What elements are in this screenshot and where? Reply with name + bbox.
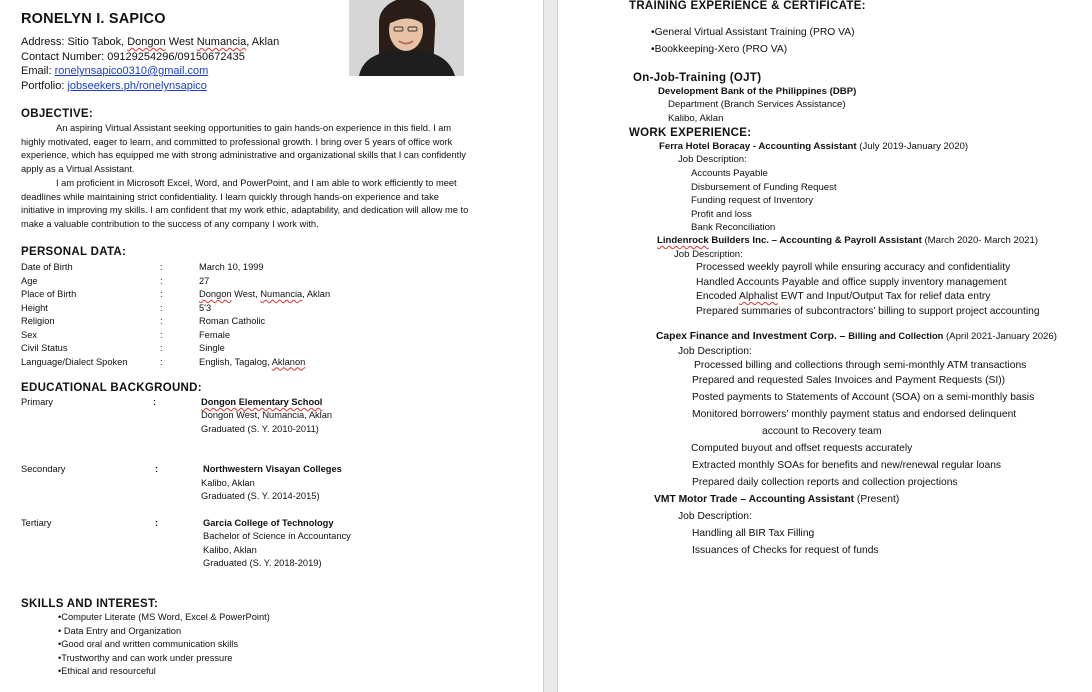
- ojt-department: Department (Branch Services Assistance): [668, 99, 846, 110]
- personal-data-value: [199, 357, 305, 367]
- portfolio-link[interactable]: jobseekers.ph/ronelynsapico: [67, 80, 207, 92]
- ferra-dates: (July 2019-January 2020): [856, 141, 969, 152]
- email-link[interactable]: ronelynsapico0310@gmail.com: [54, 65, 209, 77]
- personal-data-value: Female: [199, 329, 231, 340]
- personal-data-value: 5'3: [199, 302, 212, 313]
- ferra-job-description-label: Job Description:: [678, 154, 747, 165]
- page-gutter: [543, 0, 558, 692]
- personal-data-colon: :: [160, 329, 163, 340]
- tertiary-label: Tertiary: [21, 518, 52, 528]
- place-of-birth-part: Dongon: [199, 289, 232, 299]
- resume-page-2: [558, 0, 1092, 692]
- personal-data-value: March 10, 1999: [199, 262, 264, 272]
- address-mid: West: [165, 36, 197, 48]
- lindenrock-title: Builders Inc. – Accounting & Payroll Assistant: [708, 235, 922, 246]
- primary-place: Dongon West, Numancia, Aklan: [201, 410, 333, 420]
- ferra-title: Ferra Hotel Boracay - Accounting Assistant: [659, 141, 857, 152]
- skills-heading: SKILLS AND INTEREST:: [21, 598, 159, 610]
- personal-data-value: Roman Catholic: [199, 316, 266, 326]
- ojt-heading: On-Job-Training (OJT): [633, 72, 762, 84]
- lindenrock-dates: (March 2020- March 2021): [921, 235, 1039, 246]
- primary-school: Dongon Elementary School: [201, 397, 323, 407]
- personal-data-label: Religion: [21, 316, 55, 326]
- secondary-school: Northwestern Visayan Colleges: [203, 464, 342, 474]
- secondary-label: Secondary: [21, 464, 66, 474]
- place-of-birth-part: West,: [231, 289, 261, 299]
- personal-data-value: [199, 289, 330, 299]
- ferra-duty: Profit and loss: [691, 208, 752, 220]
- tertiary-school: Garcia College of Technology: [203, 518, 334, 528]
- capex-dates: (April 2021-January 2026): [943, 331, 1057, 342]
- personal-data-colon: :: [160, 343, 163, 353]
- lindenrock-duty-2: Handled Accounts Payable and office supply inventory management: [696, 277, 1007, 288]
- contact-number: Contact Number: 09129254296/09150672435: [21, 51, 245, 63]
- ferra-duty: Disbursement of Funding Request: [691, 181, 837, 193]
- email-label: Email:: [21, 65, 55, 77]
- resume-page-1: [0, 0, 543, 692]
- capex-duty-2: Prepared and requested Sales Invoices and Payment Requests (SI)): [692, 375, 1006, 386]
- skill-item: •Trustworthy and can work under pressure: [58, 652, 233, 663]
- tertiary-place: Kalibo, Aklan: [203, 545, 257, 555]
- work-heading: WORK EXPERIENCE:: [629, 127, 752, 139]
- email-line: [21, 65, 208, 77]
- vmt-duty-2: Issuances of Checks for request of funds: [692, 545, 879, 556]
- personal-data-colon: :: [160, 302, 163, 313]
- language-part: Aklanon: [271, 356, 306, 367]
- capex-duty-4: Monitored borrowers’ monthly payment status and endorsed delinquent: [692, 409, 1017, 420]
- language-part: English, Tagalog,: [199, 356, 272, 367]
- personal-data-value: Single: [199, 343, 225, 353]
- vmt-dates: (Present): [854, 494, 900, 505]
- education-heading: EDUCATIONAL BACKGROUND:: [21, 382, 202, 394]
- personal-data-label: Language/Dialect Spoken: [21, 356, 128, 367]
- training-item-2: •Bookkeeping-Xero (PRO VA): [651, 44, 788, 55]
- lindenrock-duty-4: Prepared summaries of subcontractors’ billing to support project accounting: [696, 306, 1040, 317]
- capex-company: Capex Finance and Investment Corp. –: [656, 331, 849, 342]
- personal-data-colon: :: [160, 316, 163, 326]
- ferra-duty: Accounts Payable: [691, 168, 768, 179]
- personal-data-heading: PERSONAL DATA:: [21, 246, 127, 258]
- personal-data-label: Height: [21, 302, 48, 313]
- address-end: , Aklan: [246, 36, 280, 48]
- vmt-job-title: [654, 494, 899, 505]
- lindenrock-job-description-label: Job Description:: [674, 249, 743, 260]
- profile-photo-image: [349, 0, 464, 76]
- place-of-birth-part: , Aklan: [302, 289, 331, 299]
- place-of-birth-part: Numancia: [260, 289, 303, 299]
- address-label: Address: Sitio Tabok,: [21, 36, 128, 48]
- capex-duty-1: Processed billing and collections through semi-monthly ATM transactions: [694, 360, 1027, 371]
- primary-graduated: Graduated (S. Y. 2010-2011): [201, 424, 319, 434]
- tertiary-colon: :: [155, 518, 159, 528]
- profile-photo: [349, 0, 464, 76]
- capex-duty-5: Computed buyout and offset requests accurately: [691, 443, 913, 454]
- secondary-graduated: Graduated (S. Y. 2014-2015): [201, 491, 320, 501]
- capex-duty-3: Posted payments to Statements of Account (SOA) on a semi-monthly basis: [692, 392, 1035, 403]
- vmt-duty-1: Handling all BIR Tax Filling: [692, 528, 815, 539]
- lindenrock-job-title: [657, 235, 1038, 246]
- training-item-1: •General Virtual Assistant Training (PRO VA): [651, 27, 855, 38]
- personal-data-label: Sex: [21, 329, 38, 340]
- tertiary-graduated: Graduated (S. Y. 2018-2019): [203, 558, 322, 568]
- capex-duty-4-continued: account to Recovery team: [762, 426, 882, 437]
- address-city: Numancia: [196, 36, 247, 48]
- vmt-job-description-label: Job Description:: [678, 511, 752, 522]
- capex-job-title: [656, 331, 1057, 342]
- ojt-location: Kalibo, Aklan: [668, 113, 724, 124]
- secondary-colon: :: [155, 464, 159, 474]
- capex-duty-7: Prepared daily collection reports and collection projections: [692, 477, 958, 488]
- personal-data-label: Civil Status: [21, 343, 68, 353]
- personal-data-label: Date of Birth: [21, 262, 73, 272]
- lindenrock-duty-3: [696, 291, 990, 302]
- portfolio-line: [21, 80, 207, 92]
- personal-data-label: Age: [21, 275, 38, 286]
- primary-label: Primary: [21, 397, 54, 407]
- ferra-job-title: [659, 141, 968, 152]
- personal-data-colon: :: [160, 356, 163, 367]
- secondary-place: Kalibo, Aklan: [201, 478, 255, 488]
- personal-data-value: 27: [199, 275, 210, 286]
- ferra-duty: Bank Reconciliation: [691, 222, 776, 233]
- skill-item: •Ethical and resourceful: [58, 666, 156, 676]
- lindenrock-duty-3-b: Alphalist: [738, 291, 778, 302]
- training-heading: TRAINING EXPERIENCE & CERTIFICATE:: [629, 0, 866, 12]
- objective-paragraph-1: An aspiring Virtual Assistant seeking opportunities to gain hands-on experience in this field. I am highly motivated, eager to learn, and committed to professional growth. I bring over 5 years of office work experience, which has equipped me with strong administrative and organizational skills that I can confidently apply as a Virtual Assistant.: [21, 123, 466, 174]
- capex-duty-6: Extracted monthly SOAs for benefits and new/renewal regular loans: [692, 460, 1002, 471]
- skill-item: •Computer Literate (MS Word, Excel & PowerPoint): [58, 612, 270, 622]
- capex-job-description-label: Job Description:: [678, 346, 752, 357]
- skill-item: •Good oral and written communication skills: [58, 639, 238, 649]
- vmt-title: VMT Motor Trade – Accounting Assistant: [654, 494, 855, 505]
- primary-colon: :: [153, 397, 157, 407]
- lindenrock-name: Lindenrock: [657, 235, 709, 246]
- lindenrock-duty-3-c: EWT and Input/Output Tax for relief data entry: [777, 291, 991, 302]
- tertiary-course: Bachelor of Science in Accountancy: [203, 531, 351, 541]
- ferra-duty: Funding request of Inventory: [691, 195, 814, 206]
- personal-data-colon: :: [160, 289, 163, 299]
- portfolio-label: Portfolio:: [21, 80, 68, 92]
- lindenrock-duty-1: Processed weekly payroll while ensuring accuracy and confidentiality: [696, 262, 1011, 273]
- applicant-name: RONELYN I. SAPICO: [21, 11, 166, 27]
- personal-data-label: Place of Birth: [21, 289, 77, 299]
- skill-item: • Data Entry and Organization: [58, 625, 182, 636]
- ojt-company: Development Bank of the Philippines (DBP): [658, 86, 857, 97]
- personal-data-colon: :: [160, 262, 163, 272]
- personal-data-colon: :: [160, 275, 163, 286]
- lindenrock-duty-3-a: Encoded: [696, 291, 739, 302]
- objective-paragraph-2: I am proficient in Microsoft Excel, Word, and PowerPoint, and I am able to work efficiently to meet deadlines while maintaining strict confidentiality. I learn quickly through hands-on experience and take initiative in improving my skills. I am confident that my work ethic, adaptability, and dedication will allow me to make a valuable contribution to the success of any company I work with.: [21, 178, 469, 229]
- objective-heading: OBJECTIVE:: [21, 108, 94, 120]
- capex-role: Billing and Collection: [848, 331, 944, 341]
- address-town: Dongon: [127, 36, 166, 48]
- address-line: [21, 36, 279, 48]
